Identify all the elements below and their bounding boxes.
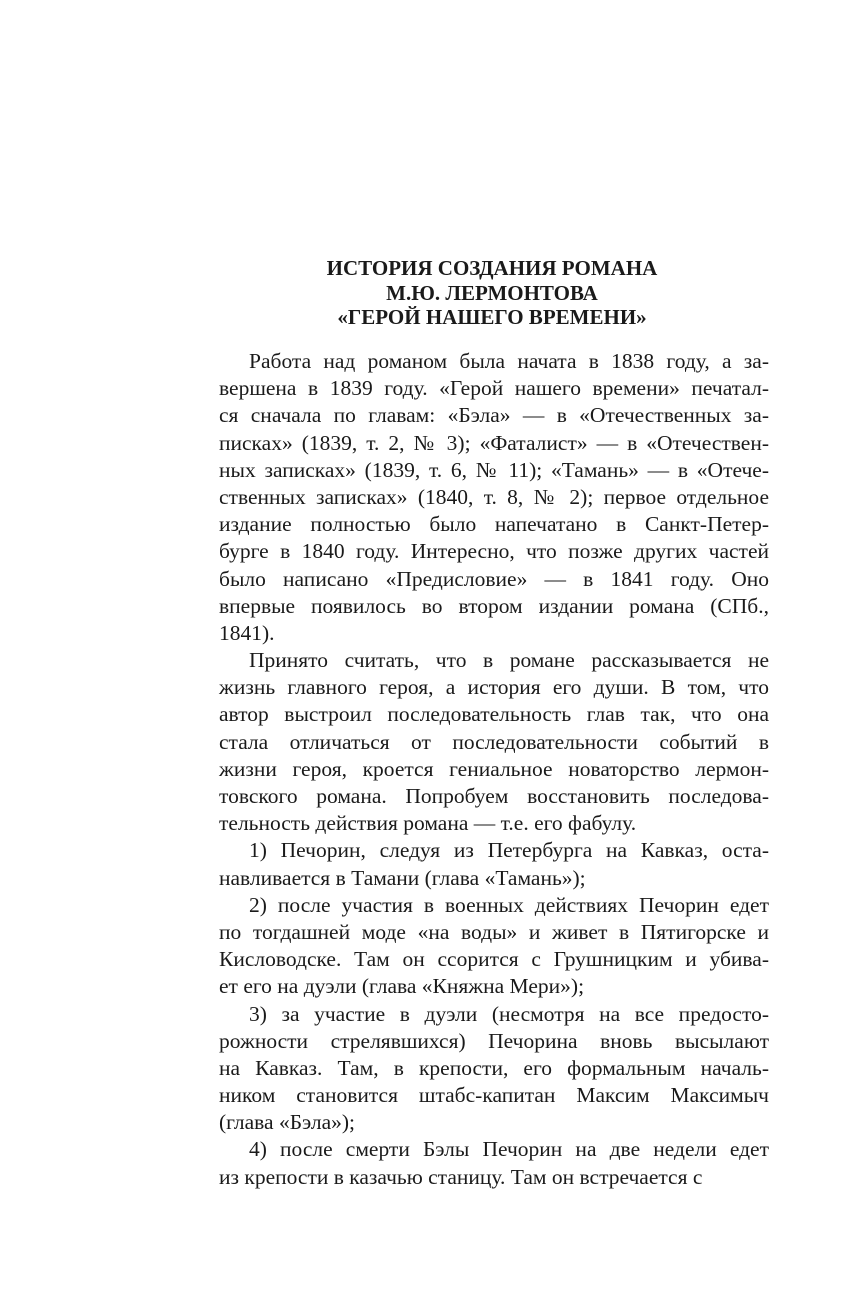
text-line: ся сначала по главам: «Бэла» — в «Отечественных за- [219,403,769,428]
text-line: на Кавказ. Там, в крепости, его формальным началь- [219,1055,769,1080]
title-line-3: «ГЕРОЙ НАШЕГО ВРЕМЕНИ» [337,305,647,329]
text-line: издание полностью было напечатано в Санкт-Петер- [219,512,769,537]
title-line-1: ИСТОРИЯ СОЗДАНИЯ РОМАНА [326,256,658,280]
paragraph [219,1001,769,1137]
paragraph [219,1136,769,1190]
paragraph [219,892,769,1001]
text-line: бурге в 1840 году. Интересно, что позже других частей [219,539,769,564]
text-line: Кисловодске. Там он ссорится с Грушницким и убива- [219,947,769,972]
text-line: (глава «Бэла»); [219,1110,356,1135]
body-text [219,348,769,1191]
text-line: 3) за участие в дуэли (несмотря на все предосто- [249,1001,769,1026]
text-line: Работа над романом была начата в 1838 году, а за- [249,349,769,373]
text-line: ных записках» (1839, т. 6, № 11); «Тамань» — в «Отече- [219,457,769,482]
text-line: автор выстроил последовательность глав так, что она [219,702,769,727]
text-line: жизни героя, кроется гениальное новаторство лермон- [219,756,769,781]
text-line: ственных записках» (1840, т. 8, № 2); первое отдельное [219,484,769,509]
paragraph [219,348,769,647]
text-line: товского романа. Попробуем восстановить последова- [219,784,769,808]
text-line: впервые появилось во втором издании романа (СПб., [219,593,769,618]
text-line: было написано «Предисловие» — в 1841 году. Оно [219,566,769,591]
text-line: жизнь главного героя, а история его души. В том, что [219,675,769,700]
text-line: писках» (1839, т. 2, № 3); «Фаталист» — в «Отечествен- [219,430,769,455]
text-line: тельность действия романа — т.е. его фабулу. [219,811,637,836]
text-line: из крепости в казачью станицу. Там он встречается с [219,1164,703,1189]
text-line: по тогдашней моде «на воды» и живет в Пятигорске и [219,919,769,944]
text-line: 1) Печорин, следуя из Петербурга на Кавказ, оста- [249,838,769,863]
text-line: вершена в 1839 году. «Герой нашего времени» печатал- [219,376,769,401]
title-line-2: М.Ю. ЛЕРМОНТОВА [386,280,598,305]
text-line: 4) после смерти Бэлы Печорин на две недели едет [249,1137,769,1162]
text-line: 1841). [219,620,275,645]
paragraph [219,647,769,837]
chapter-title [217,256,767,330]
text-line: стала отличаться от последовательности событий в [219,729,769,754]
paragraph [219,837,769,891]
text-line: Принято считать, что в романе рассказывается не [249,648,769,673]
text-line: ет его на дуэли (глава «Княжна Мери»); [219,974,585,999]
text-line: ником становится штабс-капитан Максим Максимыч [219,1083,769,1108]
text-line: навливается в Тамани (глава «Тамань»); [219,865,586,890]
text-line: рожности стрелявшихся) Печорина вновь высылают [219,1028,769,1053]
text-line: 2) после участия в военных действиях Печорин едет [249,892,769,917]
